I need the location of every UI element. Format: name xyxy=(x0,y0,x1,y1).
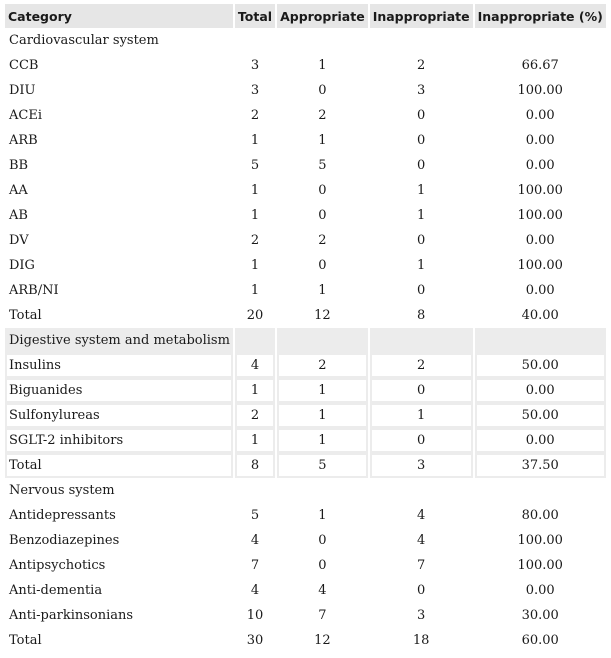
section-header-row xyxy=(5,478,606,503)
section-title: Digestive system and metabolism xyxy=(5,328,233,353)
cell-inappropriate: 3 xyxy=(370,453,473,478)
cell-appropriate: 1 xyxy=(318,133,327,148)
table-row xyxy=(5,103,606,128)
cell-appropriate: 2 xyxy=(277,353,368,378)
cell-category: Insulins xyxy=(5,353,233,378)
cell-inappropriate-pct: 0.00 xyxy=(525,133,555,148)
cell-inappropriate: 0 xyxy=(417,133,426,148)
table-row xyxy=(5,503,606,528)
cell-total: 2 xyxy=(250,108,260,123)
cell-inappropriate: 0 xyxy=(417,108,426,123)
section-title-filler xyxy=(235,328,275,353)
cell-inappropriate: 0 xyxy=(417,233,426,248)
cell-appropriate: 0 xyxy=(318,558,327,573)
cell-category: Anti-parkinsonians xyxy=(9,608,134,623)
cell-inappropriate: 3 xyxy=(417,608,426,623)
cell-appropriate: 7 xyxy=(318,608,327,623)
cell-category: ARB/NI xyxy=(9,283,59,298)
cell-inappropriate-pct: 0.00 xyxy=(475,378,606,403)
section-title-filler xyxy=(475,328,606,353)
cell-inappropriate-pct: 40.00 xyxy=(521,308,559,323)
header-inappropriate-pct: Inappropriate (%) xyxy=(475,4,606,28)
cell-inappropriate-pct: 0.00 xyxy=(525,158,555,173)
table-row xyxy=(5,228,606,253)
table-row xyxy=(5,403,606,428)
table-row xyxy=(5,53,606,78)
cell-appropriate: 1 xyxy=(318,508,327,523)
cell-inappropriate-pct: 30.00 xyxy=(521,608,559,623)
cell-category: CCB xyxy=(9,58,39,73)
cell-inappropriate-pct: 100.00 xyxy=(517,558,563,573)
table-row xyxy=(5,303,606,328)
section-header-row xyxy=(5,28,606,53)
section-title: Nervous system xyxy=(9,483,115,498)
cell-inappropriate: 2 xyxy=(370,353,473,378)
cell-inappropriate: 1 xyxy=(417,258,426,273)
cell-category: Total xyxy=(9,308,42,323)
cell-total: 5 xyxy=(250,158,260,173)
cell-appropriate: 12 xyxy=(314,633,331,648)
cell-inappropriate: 18 xyxy=(412,633,430,648)
cell-total: 2 xyxy=(250,233,260,248)
header-total: Total xyxy=(235,4,275,28)
cell-appropriate: 1 xyxy=(318,58,327,73)
cell-total: 4 xyxy=(235,353,275,378)
cell-inappropriate: 0 xyxy=(370,378,473,403)
cell-category: ARB xyxy=(9,133,38,148)
cell-category: Biguanides xyxy=(5,378,233,403)
cell-total: 10 xyxy=(246,608,264,623)
cell-total: 1 xyxy=(250,183,260,198)
table-row xyxy=(5,353,606,378)
cell-appropriate: 0 xyxy=(318,83,327,98)
cell-total: 4 xyxy=(250,533,260,548)
cell-inappropriate-pct: 100.00 xyxy=(517,83,563,98)
table-body xyxy=(5,28,606,653)
cell-total: 1 xyxy=(250,133,260,148)
header-row xyxy=(5,4,606,28)
header-appropriate: Appropriate xyxy=(277,4,368,28)
table-row xyxy=(5,378,606,403)
cell-category: Anti-dementia xyxy=(9,583,103,598)
cell-category: ACEi xyxy=(9,108,42,123)
cell-category: Antipsychotics xyxy=(9,558,106,573)
section-title-filler xyxy=(277,328,368,353)
table-row xyxy=(5,578,606,603)
cell-inappropriate-pct: 37.50 xyxy=(475,453,606,478)
cell-inappropriate: 0 xyxy=(417,283,426,298)
cell-inappropriate-pct: 100.00 xyxy=(517,183,563,198)
cell-category: AA xyxy=(9,183,28,198)
section-title-filler xyxy=(370,328,473,353)
section-title: Cardiovascular system xyxy=(9,33,159,48)
table-row xyxy=(5,203,606,228)
cell-inappropriate-pct: 0.00 xyxy=(525,283,555,298)
cell-category: DV xyxy=(9,233,29,248)
cell-total: 5 xyxy=(250,508,260,523)
cell-inappropriate: 8 xyxy=(417,308,426,323)
cell-total: 1 xyxy=(250,258,260,273)
cell-category: BB xyxy=(9,158,29,173)
cell-inappropriate: 3 xyxy=(417,83,426,98)
cell-total: 1 xyxy=(250,283,260,298)
section-header-row xyxy=(5,328,606,353)
cell-category: Total xyxy=(9,633,42,648)
cell-inappropriate-pct: 50.00 xyxy=(475,353,606,378)
cell-inappropriate-pct: 50.00 xyxy=(475,403,606,428)
cell-appropriate: 1 xyxy=(318,283,327,298)
cell-total: 20 xyxy=(246,308,264,323)
cell-category: Antidepressants xyxy=(9,508,116,523)
cell-appropriate: 5 xyxy=(318,158,327,173)
cell-inappropriate: 1 xyxy=(417,183,426,198)
cell-appropriate: 5 xyxy=(277,453,368,478)
medication-table xyxy=(3,4,608,653)
cell-inappropriate: 4 xyxy=(417,533,426,548)
cell-category: SGLT-2 inhibitors xyxy=(5,428,233,453)
table-row xyxy=(5,603,606,628)
cell-inappropriate-pct: 100.00 xyxy=(517,258,563,273)
cell-inappropriate-pct: 60.00 xyxy=(521,633,559,648)
cell-inappropriate-pct: 0.00 xyxy=(525,108,555,123)
cell-inappropriate: 0 xyxy=(417,583,426,598)
table-row xyxy=(5,453,606,478)
table-row xyxy=(5,278,606,303)
cell-total: 3 xyxy=(250,83,260,98)
cell-inappropriate-pct: 80.00 xyxy=(521,508,559,523)
cell-category: DIU xyxy=(9,83,36,98)
table-row xyxy=(5,153,606,178)
cell-total: 2 xyxy=(235,403,275,428)
table-row xyxy=(5,528,606,553)
cell-inappropriate-pct: 0.00 xyxy=(525,583,555,598)
cell-inappropriate-pct: 100.00 xyxy=(517,208,563,223)
table-row xyxy=(5,553,606,578)
cell-total: 30 xyxy=(246,633,264,648)
table-row xyxy=(5,428,606,453)
cell-inappropriate-pct: 0.00 xyxy=(525,233,555,248)
table-row xyxy=(5,178,606,203)
cell-inappropriate: 1 xyxy=(417,208,426,223)
cell-appropriate: 0 xyxy=(318,258,327,273)
cell-total: 1 xyxy=(235,428,275,453)
table-row xyxy=(5,253,606,278)
cell-appropriate: 12 xyxy=(314,308,331,323)
cell-total: 1 xyxy=(235,378,275,403)
cell-inappropriate-pct: 0.00 xyxy=(475,428,606,453)
cell-inappropriate-pct: 66.67 xyxy=(521,58,559,73)
cell-appropriate: 2 xyxy=(318,233,327,248)
cell-inappropriate: 0 xyxy=(417,158,426,173)
cell-appropriate: 0 xyxy=(318,208,327,223)
table-row xyxy=(5,628,606,653)
cell-category: Benzodiazepines xyxy=(9,533,120,548)
cell-appropriate: 1 xyxy=(277,403,368,428)
cell-appropriate: 0 xyxy=(318,533,327,548)
cell-category: AB xyxy=(9,208,28,223)
table-row xyxy=(5,128,606,153)
cell-inappropriate: 1 xyxy=(370,403,473,428)
cell-category: Sulfonylureas xyxy=(5,403,233,428)
cell-total: 1 xyxy=(250,208,260,223)
cell-inappropriate: 7 xyxy=(417,558,426,573)
cell-total: 3 xyxy=(250,58,260,73)
table-row xyxy=(5,78,606,103)
cell-category: Total xyxy=(5,453,233,478)
cell-appropriate: 0 xyxy=(318,183,327,198)
cell-inappropriate: 0 xyxy=(370,428,473,453)
cell-appropriate: 1 xyxy=(277,378,368,403)
cell-total: 4 xyxy=(250,583,260,598)
cell-category: DIG xyxy=(9,258,35,273)
header-category: Category xyxy=(5,4,233,28)
cell-total: 7 xyxy=(250,558,260,573)
header-inappropriate: Inappropriate xyxy=(370,4,473,28)
cell-inappropriate: 2 xyxy=(417,58,426,73)
cell-inappropriate-pct: 100.00 xyxy=(517,533,563,548)
cell-total: 8 xyxy=(235,453,275,478)
cell-appropriate: 1 xyxy=(277,428,368,453)
cell-appropriate: 2 xyxy=(318,108,327,123)
cell-inappropriate: 4 xyxy=(417,508,426,523)
cell-appropriate: 4 xyxy=(318,583,327,598)
